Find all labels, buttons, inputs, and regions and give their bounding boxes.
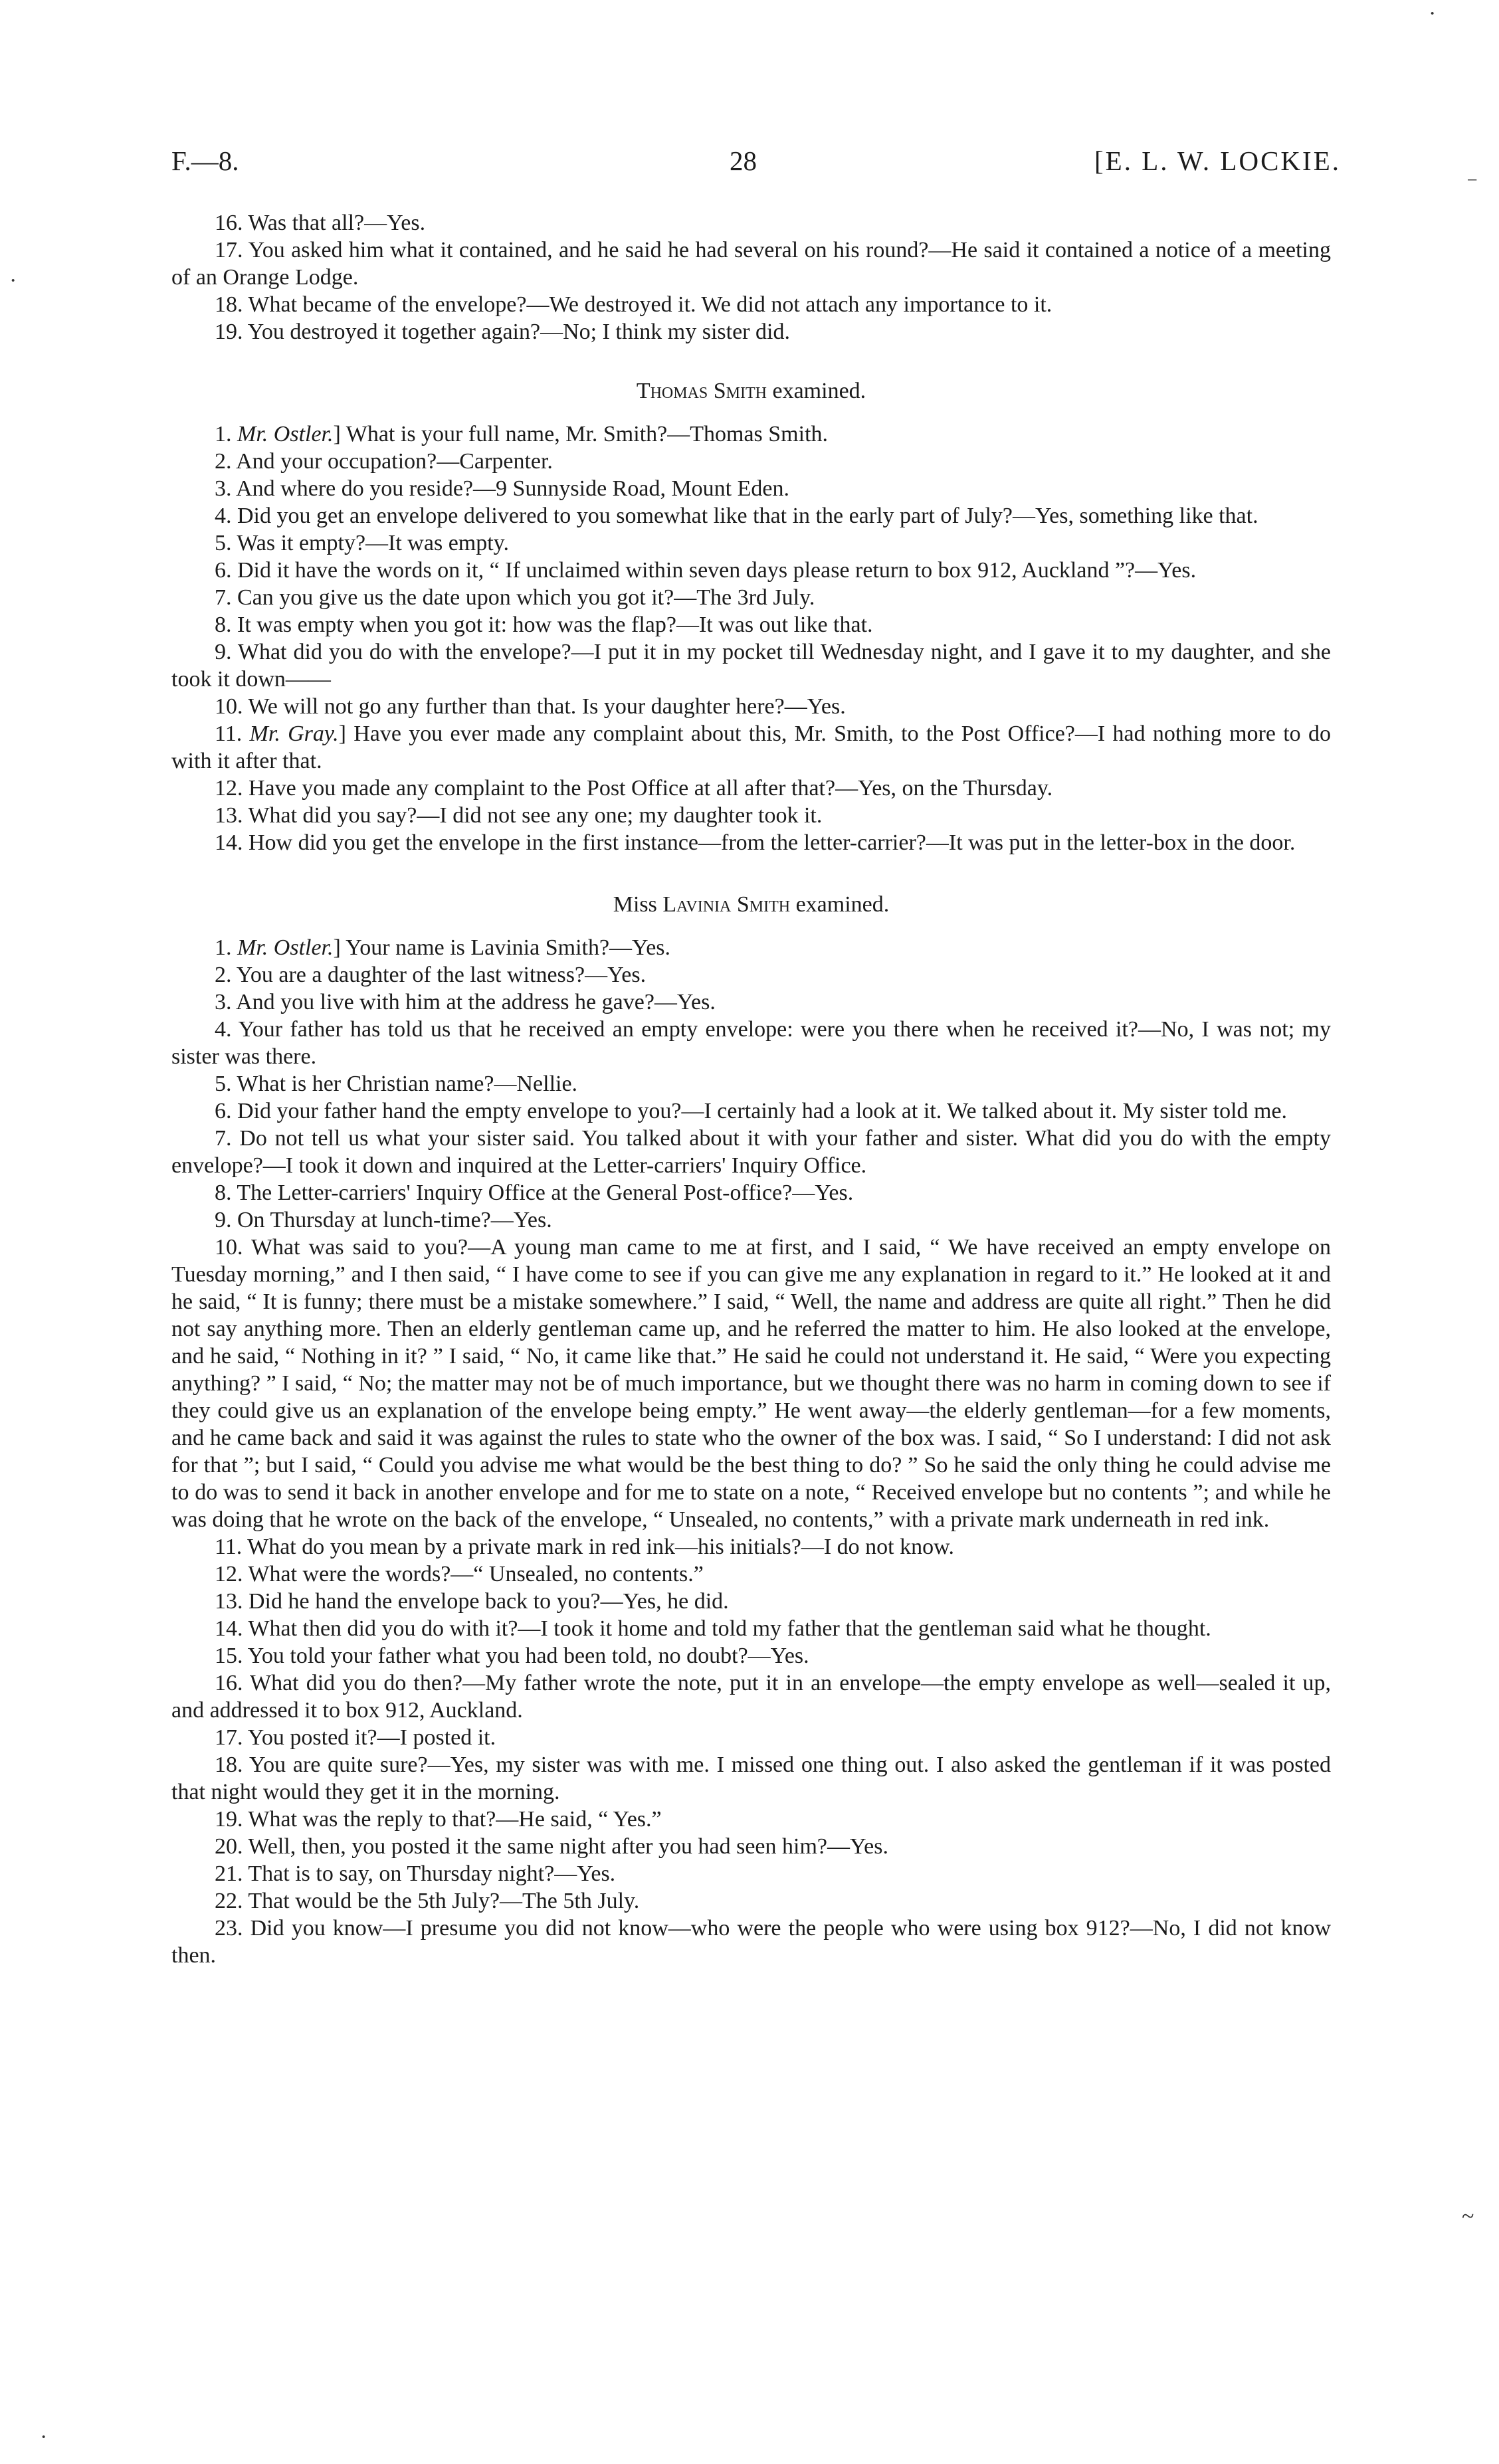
question-line: 1. Mr. Ostler.] What is your full name, Mr. Smith?—Thomas Smith. bbox=[215, 422, 829, 446]
speaker-name: Mr. Ostler. bbox=[237, 935, 334, 960]
question-line: 13. Did he hand the envelope back to you?—Yes, he did. bbox=[215, 1589, 729, 1614]
paper-reference: F.—8. bbox=[171, 145, 239, 176]
question-line: 9. On Thursday at lunch-time?—Yes. bbox=[215, 1208, 552, 1232]
page-header bbox=[171, 145, 1341, 182]
section-lavinia-smith bbox=[171, 934, 1331, 1969]
witness-heading-lavinia-smith: Miss Lavinia Smith examined. bbox=[613, 892, 890, 917]
question-line: 10. What was said to you?—A young man came to me at first, and I said, “ We have received an empty envelope on Tuesday morning,” and I then said, “ I have come to see if you can give me any explanation in regard to it.” He looked at it and he said, “ It is funny; there must be a mistake somewhere.” I said, “ Well, the name and address are quite all right.” Then he did not say anything more. Then an elderly gentleman came up, and he referred the matter to him. He also looked at the envelope, and he said, “ Nothing in it? ” I said, “ No, it came like that.” He said he could not understand it. He said, “ Were you expecting anything? ” I said, “ No; the matter may not be of much importance, but we thought there was no harm in coming down to see if they could give us an explanation of the envelope being empty.” He went away—the elderly gentleman—for a few moments, and he came back and said it was against the rules to state who the owner of the box was. I said, “ So I understand: I did not ask for that ”; but I said, “ Could you advise me what would be the best thing to do? ” So he said the only thing he could advise me to do was to send it back in another envelope and for me to state on a note, “ Received envelope but no contents ”; and while he was doing that he wrote on the back of the envelope, “ Unsealed, no contents,” with a private mark underneath in red ink. bbox=[171, 1235, 1331, 1532]
question-line: 5. What is her Christian name?—Nellie. bbox=[215, 1072, 578, 1096]
section-continued-testimony bbox=[171, 209, 1331, 345]
question-line: 22. That would be the 5th July?—The 5th July. bbox=[215, 1889, 640, 1913]
scan-mark: ‾ bbox=[1468, 178, 1476, 203]
question-line: 6. Did it have the words on it, “ If unclaimed within seven days please return to box 912, Auckland ”?—Yes. bbox=[215, 558, 1197, 583]
witness-name: Thomas Smith bbox=[636, 379, 767, 403]
scan-speck: · bbox=[9, 268, 17, 293]
question-line: 20. Well, then, you posted it the same night after you had seen him?—Yes. bbox=[215, 1834, 888, 1859]
question-line: 18. You are quite sure?—Yes, my sister was with me. I missed one thing out. I also asked the gentleman if it was posted that night would they get it in the morning. bbox=[171, 1753, 1331, 1804]
question-line: 7. Do not tell us what your sister said. You talked about it with your father and sister. What did you do with the empty envelope?—I took it down and inquired at the Letter-carriers' Inquiry Office. bbox=[171, 1126, 1331, 1178]
question-line: 14. What then did you do with it?—I took it home and told my father that the gentleman said what he thought. bbox=[215, 1616, 1211, 1641]
question-line: 4. Your father has told us that he received an empty envelope: were you there when he received it?—No, I was not; my sister was there. bbox=[171, 1017, 1331, 1069]
question-line: 21. That is to say, on Thursday night?—Yes. bbox=[215, 1861, 616, 1886]
witness-heading-thomas-smith bbox=[171, 377, 1331, 405]
question-line: 11. What do you mean by a private mark in red ink—his initials?—I do not know. bbox=[215, 1535, 954, 1559]
scan-mark: ~ bbox=[1462, 2204, 1474, 2229]
question-line: 7. Can you give us the date upon which you got it?—The 3rd July. bbox=[215, 585, 815, 610]
question-line: 17. You posted it?—I posted it. bbox=[215, 1725, 496, 1750]
scan-speck: · bbox=[40, 2425, 48, 2449]
question-line: 16. Was that all?—Yes. bbox=[215, 211, 426, 235]
question-line: 9. What did you do with the envelope?—I put it in my pocket till Wednesday night, and I gave it to my daughter, and she took it down—— bbox=[171, 640, 1331, 692]
question-line: 23. Did you know—I presume you did not know—who were the people who were using box 912?—No, I did not know then. bbox=[171, 1916, 1331, 1968]
question-line: 19. What was the reply to that?—He said, “ Yes.” bbox=[215, 1807, 662, 1832]
question-line: 10. We will not go any further than that. Is your daughter here?—Yes. bbox=[215, 694, 846, 719]
question-line: 12. Have you made any complaint to the Post Office at all after that?—Yes, on the Thursday. bbox=[215, 776, 1053, 801]
heading-suffix: examined. bbox=[790, 892, 890, 917]
witness-running-head: [E. L. W. LOCKIE. bbox=[1094, 145, 1341, 176]
question-line: 18. What became of the envelope?—We destroyed it. We did not attach any importance to it. bbox=[215, 292, 1052, 317]
question-line: 8. It was empty when you got it: how was the flap?—It was out like that. bbox=[215, 613, 873, 637]
speaker-name: Mr. Gray. bbox=[249, 721, 339, 746]
question-line: 8. The Letter-carriers' Inquiry Office at the General Post-office?—Yes. bbox=[215, 1181, 854, 1205]
section-thomas-smith bbox=[171, 421, 1331, 856]
page-number: 28 bbox=[730, 145, 757, 176]
question-line: 5. Was it empty?—It was empty. bbox=[215, 531, 509, 555]
question-line: 13. What did you say?—I did not see any one; my daughter took it. bbox=[215, 803, 823, 828]
question-line: 2. And your occupation?—Carpenter. bbox=[215, 449, 553, 474]
scan-speck: · bbox=[1429, 1, 1437, 26]
question-line: 6. Did your father hand the empty envelope to you?—I certainly had a look at it. We talked about it. My sister told me. bbox=[215, 1099, 1288, 1123]
question-line: 4. Did you get an envelope delivered to you somewhat like that in the early part of July?—Yes, something like that. bbox=[215, 504, 1258, 528]
question-line: 2. You are a daughter of the last witness?—Yes. bbox=[215, 963, 647, 987]
question-line: 17. You asked him what it contained, and he said he had several on his round?—He said it contained a notice of a meeting of an Orange Lodge. bbox=[171, 238, 1331, 290]
question-line: 12. What were the words?—“ Unsealed, no contents.” bbox=[215, 1562, 704, 1586]
witness-name: Lavinia Smith bbox=[662, 892, 791, 917]
question-line: 14. How did you get the envelope in the first instance—from the letter-carrier?—It was put in the letter-box in the door. bbox=[215, 830, 1296, 855]
question-line: 3. And where do you reside?—9 Sunnyside Road, Mount Eden. bbox=[215, 476, 789, 501]
question-line: 3. And you live with him at the address he gave?—Yes. bbox=[215, 990, 716, 1014]
question-line: 16. What did you do then?—My father wrote the note, put it in an envelope—the empty envelope as well—sealed it up, and addressed it to box 912, Auckland. bbox=[171, 1671, 1331, 1723]
heading-suffix: examined. bbox=[767, 379, 866, 403]
question-line: 15. You told your father what you had been told, no doubt?—Yes. bbox=[215, 1644, 809, 1668]
question-line: 1. Mr. Ostler.] Your name is Lavinia Smith?—Yes. bbox=[215, 935, 671, 960]
question-line: 19. You destroyed it together again?—No; I think my sister did. bbox=[215, 320, 790, 344]
speaker-name: Mr. Ostler. bbox=[237, 422, 334, 446]
document-body bbox=[171, 209, 1331, 1969]
question-line: 11. Mr. Gray.] Have you ever made any complaint about this, Mr. Smith, to the Post Office?—I had nothing more to do with it after that. bbox=[171, 721, 1331, 773]
